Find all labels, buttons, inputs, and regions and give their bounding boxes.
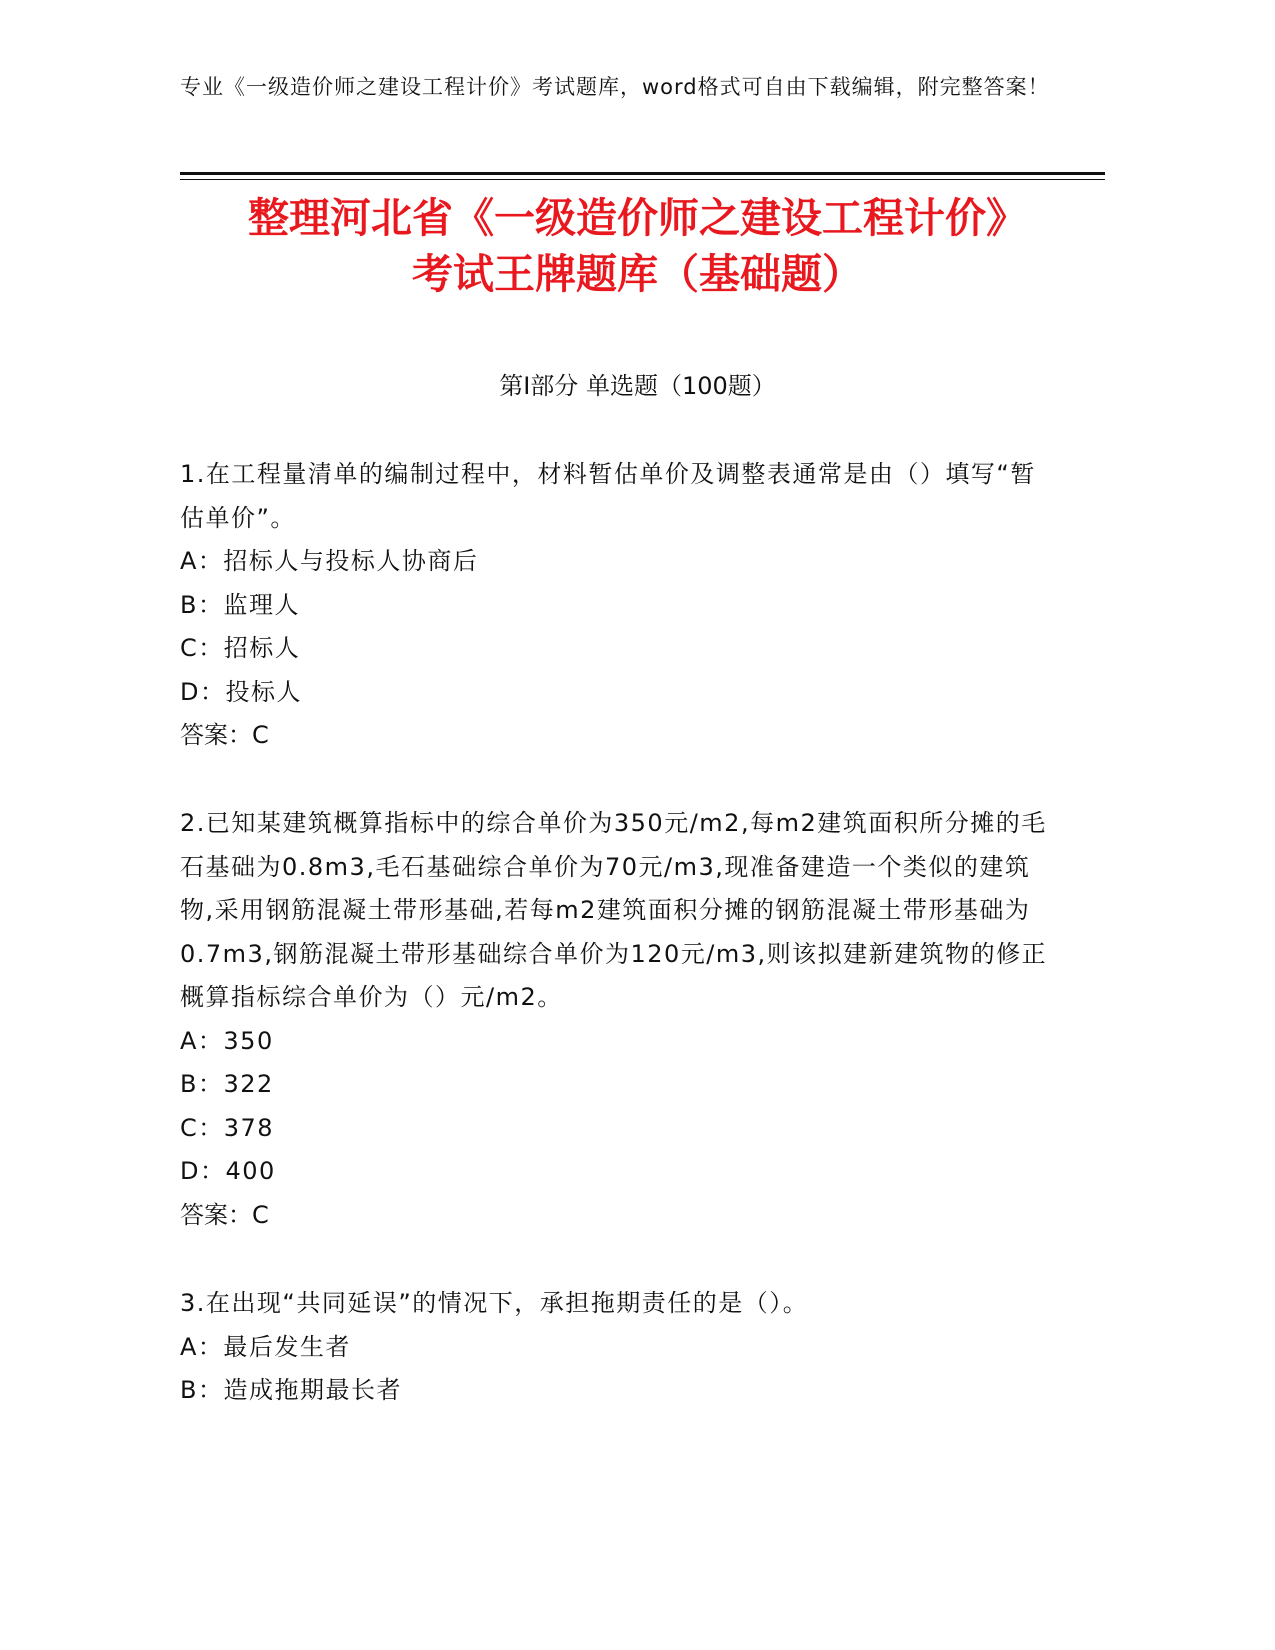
option-a: A：招标人与投标人协商后 (180, 547, 479, 575)
question-stem: 3.在出现“共同延误”的情况下，承担拖期责任的是（）。 (180, 1289, 809, 1317)
option-d: D：投标人 (180, 677, 302, 706)
question-3 (180, 1282, 1060, 1413)
header-note: 专业《一级造价师之建设工程计价》考试题库，word格式可自由下载编辑，附完整答案！ (180, 75, 1050, 99)
option-a: A：350 (180, 1026, 274, 1055)
option-a: A：最后发生者 (180, 1332, 351, 1361)
option-d: D：400 (180, 1157, 276, 1185)
document-title-line-2: 考试王牌题库（基础题） (412, 250, 863, 298)
option-c: C：招标人 (180, 634, 301, 662)
header-divider-thin (180, 179, 1105, 180)
header-divider-thick (180, 172, 1105, 175)
answer-line: 答案：C (180, 1200, 269, 1229)
question-2 (180, 802, 1060, 1237)
option-c: C：378 (180, 1113, 275, 1142)
document-title-line-1: 整理河北省《一级造价师之建设工程计价》 (248, 194, 1027, 242)
answer-line: 答案：C (180, 721, 269, 749)
option-b: B：322 (180, 1070, 274, 1098)
document-title (150, 190, 1125, 302)
question-stem: 2.已知某建筑概算指标中的综合单价为350元/m2,每m2建筑面积所分摊的毛石基础为0.8m3,毛石基础综合单价为70元/m3,现准备建造一个类似的建筑物,采用钢筋混凝土带形基础,若每m2建筑面积分摊的钢筋混凝土带形基础为0.7m3,钢筋混凝土带形基础综合单价为120元/m3,则该拟建新建筑物的修正概算指标综合单价为（）元/m2。 (180, 809, 1048, 1011)
question-1 (180, 453, 1060, 758)
option-b: B：监理人 (180, 590, 300, 619)
section-heading: 第Ⅰ部分 单选题（100题） (499, 372, 776, 400)
question-stem: 1.在工程量清单的编制过程中，材料暂估单价及调整表通常是由（）填写“暂估单价”。 (180, 460, 1036, 532)
option-b: B：造成拖期最长者 (180, 1376, 402, 1404)
